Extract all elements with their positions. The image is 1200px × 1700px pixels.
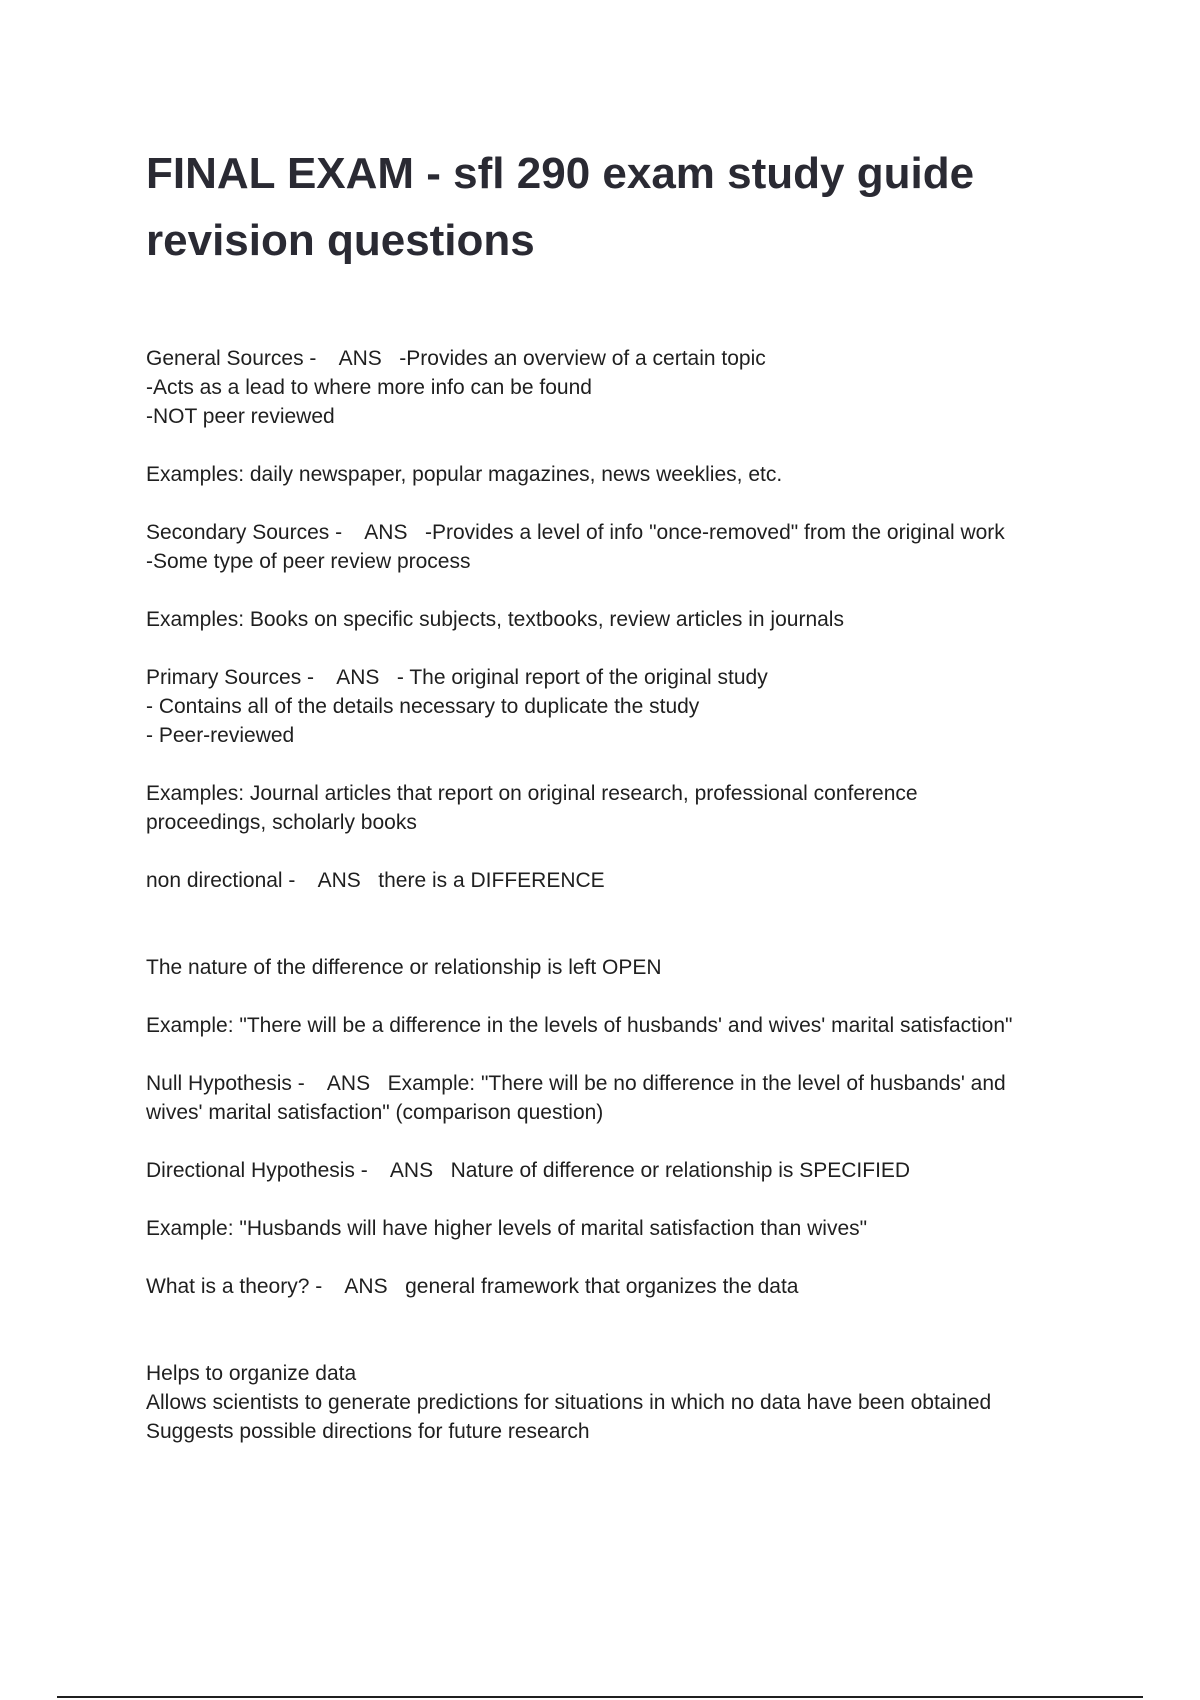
body-line: non directional - ANS there is a DIFFERENCE — [146, 869, 605, 892]
body-line: -NOT peer reviewed — [146, 405, 335, 428]
line-gap — [146, 895, 1076, 953]
body-line: Directional Hypothesis - ANS Nature of difference or relationship is SPECIFIED — [146, 1159, 911, 1182]
body-line: Primary Sources - ANS - The original report of the original study — [146, 666, 768, 689]
body-line: Examples: Journal articles that report on original research, professional conference — [146, 782, 918, 805]
document-page — [146, 140, 1076, 1446]
body-line: Allows scientists to generate predictions for situations in which no data have been obtained — [146, 1391, 992, 1414]
line-gap — [146, 634, 1076, 663]
line-gap — [146, 750, 1076, 779]
body-line: Null Hypothesis - ANS Example: "There will be no difference in the level of husbands' and — [146, 1072, 1006, 1095]
body-line: proceedings, scholarly books — [146, 811, 417, 834]
body-line: - Peer-reviewed — [146, 724, 295, 747]
body-line: Examples: Books on specific subjects, textbooks, review articles in journals — [146, 608, 844, 631]
line-gap — [146, 1040, 1076, 1069]
line-gap — [146, 982, 1076, 1011]
line-gap — [146, 431, 1076, 460]
line-gap — [146, 576, 1076, 605]
body-line: What is a theory? - ANS general framework that organizes the data — [146, 1275, 799, 1298]
body-line: The nature of the difference or relationship is left OPEN — [146, 956, 662, 979]
line-gap — [146, 837, 1076, 866]
line-gap — [146, 1127, 1076, 1156]
body-line: General Sources - ANS -Provides an overview of a certain topic — [146, 347, 766, 370]
body-line: Example: "There will be a difference in the levels of husbands' and wives' marital satisfaction" — [146, 1014, 1013, 1037]
line-gap — [146, 1185, 1076, 1214]
line-gap — [146, 1243, 1076, 1272]
document-title: FINAL EXAM - sfl 290 exam study guide revision questions — [146, 149, 975, 265]
line-gap — [146, 1301, 1076, 1359]
body-line: Secondary Sources - ANS -Provides a level of info "once-removed" from the original work — [146, 521, 1005, 544]
footer-divider — [57, 1696, 1143, 1698]
body-line: - Contains all of the details necessary to duplicate the study — [146, 695, 700, 718]
body-line: -Some type of peer review process — [146, 550, 471, 573]
body-line: Suggests possible directions for future research — [146, 1420, 590, 1443]
body-line: -Acts as a lead to where more info can be found — [146, 376, 592, 399]
body-line: wives' marital satisfaction" (comparison question) — [146, 1101, 604, 1124]
body-line: Examples: daily newspaper, popular magazines, news weeklies, etc. — [146, 463, 783, 486]
body-line: Helps to organize data — [146, 1362, 357, 1385]
line-gap — [146, 489, 1076, 518]
body-line: Example: "Husbands will have higher levels of marital satisfaction than wives" — [146, 1217, 868, 1240]
document-body — [146, 344, 1076, 1446]
